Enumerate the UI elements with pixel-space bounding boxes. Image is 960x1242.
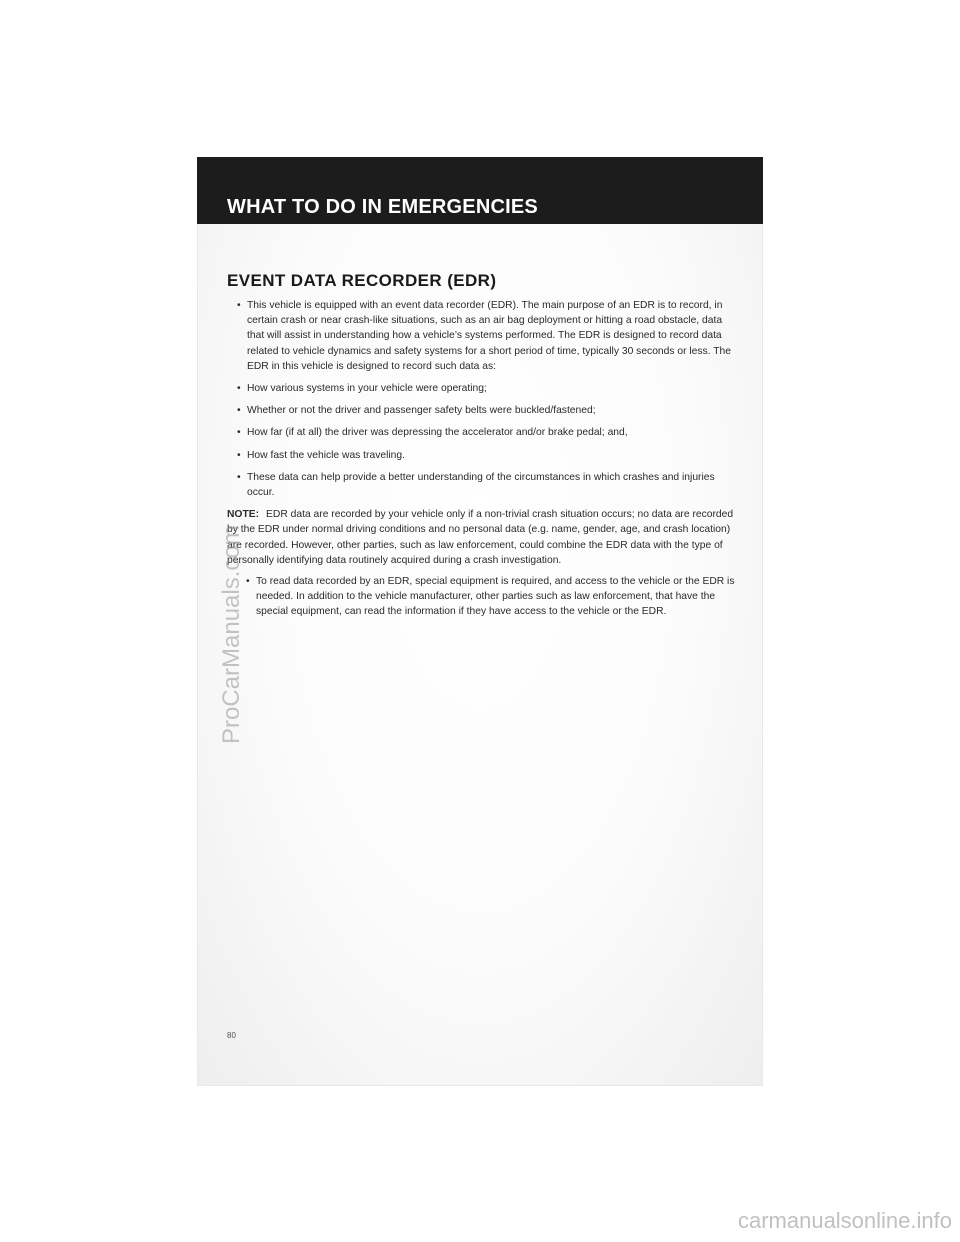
bullet-read-data bbox=[227, 574, 739, 620]
sub-bullet-text: How various systems in your vehicle were operating; bbox=[247, 383, 487, 395]
sub-bullet-belts bbox=[227, 403, 739, 418]
header-bar bbox=[197, 157, 763, 224]
sub-bullet-text: How far (if at all) the driver was depressing the accelerator and/or brake pedal; and, bbox=[247, 427, 628, 439]
section-title: EVENT DATA RECORDER (EDR) bbox=[227, 271, 497, 290]
content-body bbox=[227, 298, 739, 627]
bottom-watermark: carmanualsonline.info bbox=[737, 1208, 952, 1233]
bullet-intro-text: This vehicle is equipped with an event data recorder (EDR). The main purpose of an EDR is to record, in certain crash or near crash-like situations, such as an air bag deployment or hitting a road obstacle, data that will assist in understanding how a vehicle’s systems performed. The EDR is designed to record data related to vehicle dynamics and safety systems for a short period of time, typically 30 seconds or less. The EDR in this vehicle is designed to record such data as: bbox=[247, 300, 731, 372]
sub-bullet-text: Whether or not the driver and passenger safety belts were buckled/fastened; bbox=[247, 405, 596, 417]
bullet-dot-icon: • bbox=[237, 300, 241, 311]
manual-page bbox=[197, 157, 763, 1086]
bullet-dot-icon: • bbox=[237, 383, 241, 395]
sub-bullet-systems bbox=[227, 381, 739, 396]
bullet-dot-icon: • bbox=[246, 576, 250, 588]
bullet-circumstances-text: These data can help provide a better understanding of the circumstances in which crashes and injuries occur. bbox=[247, 471, 715, 499]
bullet-dot-icon: • bbox=[237, 405, 241, 417]
sub-bullet-text: How fast the vehicle was traveling. bbox=[247, 449, 405, 461]
note-text: EDR data are recorded by your vehicle only if a non-trivial crash situation occurs; no data are recorded by the EDR under normal driving conditions and no personal data (e.g. name, gender, age, and crash location) are recorded. However, other parties, such as law enforcement, could combine the EDR data with the type of personally identifying data routinely acquired during a crash investigation. bbox=[227, 509, 734, 566]
side-watermark: ProCarManuals.com bbox=[218, 525, 245, 744]
note-paragraph bbox=[227, 507, 739, 568]
sub-bullet-speed bbox=[227, 448, 739, 463]
bullet-read-data-text: To read data recorded by an EDR, special equipment is required, and access to the vehicle or the EDR is needed. In addition to the vehicle manufacturer, other parties such as law enforcement, that have the special equipment, can read the information if they have access to the vehicle or the EDR. bbox=[256, 576, 735, 618]
note-label: NOTE: bbox=[227, 509, 260, 521]
bullet-dot-icon: • bbox=[237, 427, 241, 439]
bullet-dot-icon: • bbox=[237, 471, 241, 483]
sub-bullet-pedals bbox=[227, 425, 739, 440]
chapter-title: WHAT TO DO IN EMERGENCIES bbox=[227, 196, 538, 218]
bullet-circumstances bbox=[227, 470, 739, 500]
bullet-dot-icon: • bbox=[237, 449, 241, 461]
page-number: 80 bbox=[227, 1031, 236, 1040]
bullet-intro bbox=[227, 298, 739, 374]
